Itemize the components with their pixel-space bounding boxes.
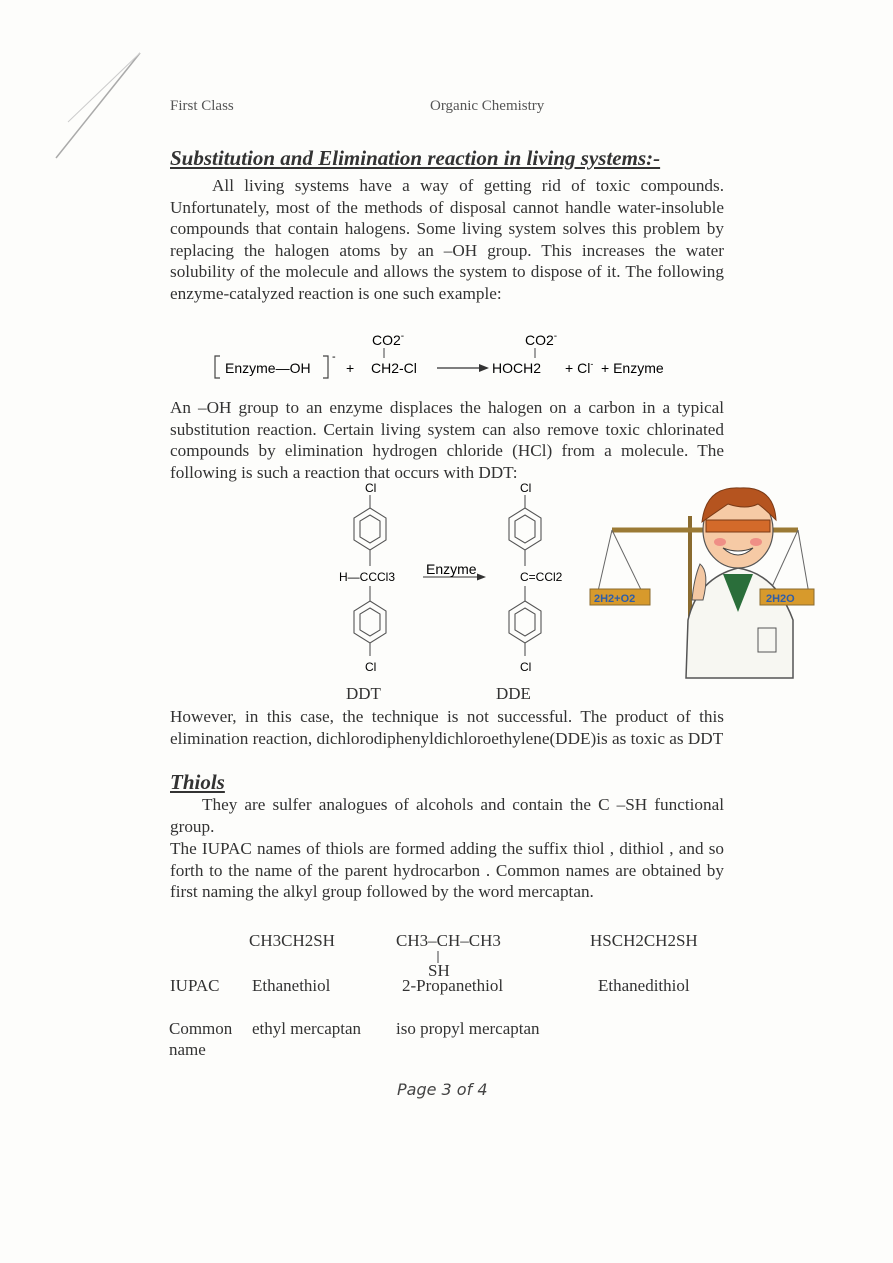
svg-text:+ Cl-: + Cl- [565,359,594,376]
chloride-ion: Cl [577,360,591,376]
iupac-row-label: IUPAC [170,976,220,995]
svg-text:CO2-: CO2- [525,331,558,348]
substitution-paragraph: An –OH group to an enzyme displaces the halogen on a carbon in a typical substitution reaction. Certain living system can also remove toxic chlorinated compounds by elimination hydrogen chloride (HCl) from a molecule. The following is such a reaction that occurs with DDT: [170,398,724,482]
ddt-bottom-cl: Cl [365,660,377,674]
enzyme-substitution-reaction [205,330,685,385]
reactant-chain: CH2-Cl [371,360,417,376]
common-row-label-2: name [169,1040,206,1059]
dde-label: DDE [496,684,531,703]
thiol-formula-1: CH3CH2SH [249,931,335,950]
common-row-label: Common [169,1019,233,1038]
ddt-center-group: H—CCCl3 [339,570,396,584]
thiol-branch-group: SH [428,961,450,980]
thiol-formula-2: CH3–CH–CH3 [396,931,501,950]
reactant-carboxylate: CO2 [372,332,401,348]
common-name-1: ethyl mercaptan [252,1019,362,1038]
scale-left-pan-label: 2H2+O2 [594,593,636,605]
product-chain: HOCH2 [492,360,542,376]
chemist-scale-illustration [588,482,823,680]
svg-text:CO2-: CO2- [372,331,405,348]
header-subject: Organic Chemistry [430,98,545,114]
ddt-label: DDT [346,684,381,703]
intro-paragraph: All living systems have a way of getting rid of toxic compounds. Unfortunately, most of the methods of disposal cannot handle water-insoluble compounds that contain halogens. Some living system solves this problem by replacing the halogen atoms by an –OH group. This increases the water solubility of the molecule and allows the system to dispose of it. The following enzyme-catalyzed reaction is one such example: [170,176,724,303]
enzyme-arrow-label: Enzyme [426,561,477,577]
dde-top-cl: Cl [520,481,532,495]
ddt-top-cl: Cl [365,481,377,495]
thiol-formula-3: HSCH2CH2SH [590,931,698,950]
ddt-elimination-diagram [330,478,580,708]
thiols-naming-paragraph: The IUPAC names of thiols are formed adding the suffix thiol , dithiol , and so forth to the name of the parent hydrocarbon . Common names are obtained by first naming the alkyl group followed by the word mercaptan. [170,839,724,901]
iupac-name-2: 2-Propanethiol [402,976,504,995]
enzyme-charge: - [332,351,336,363]
section-title-thiols: Thiols [170,770,225,794]
iupac-name-1: Ethanethiol [252,976,331,995]
plus-sign: + [346,360,355,376]
enzyme-product: + Enzyme [601,360,664,376]
section-title-substitution: Substitution and Elimination reaction in living systems:- [170,146,661,170]
dde-bottom-cl: Cl [520,660,532,674]
scale-right-pan-label: 2H2O [766,593,795,605]
page-number: Page 3 of 4 [397,1080,488,1099]
thiols-intro-paragraph: They are sulfer analogues of alcohols and contain the C –SH functional group. [170,795,724,836]
dde-center-group: C=CCl2 [520,570,563,584]
header-class: First Class [170,98,234,114]
product-carboxylate: CO2 [525,332,554,348]
common-name-2: iso propyl mercaptan [396,1019,540,1038]
iupac-name-3: Ethanedithiol [598,976,690,995]
elimination-paragraph: However, in this case, the technique is not successful. The product of this elimination reaction, dichlorodiphenyldichloroethylene(DDE)is as toxic as DDT [170,707,724,748]
page-fold-mark [48,50,148,160]
enzyme-oh: Enzyme—OH [225,360,311,376]
